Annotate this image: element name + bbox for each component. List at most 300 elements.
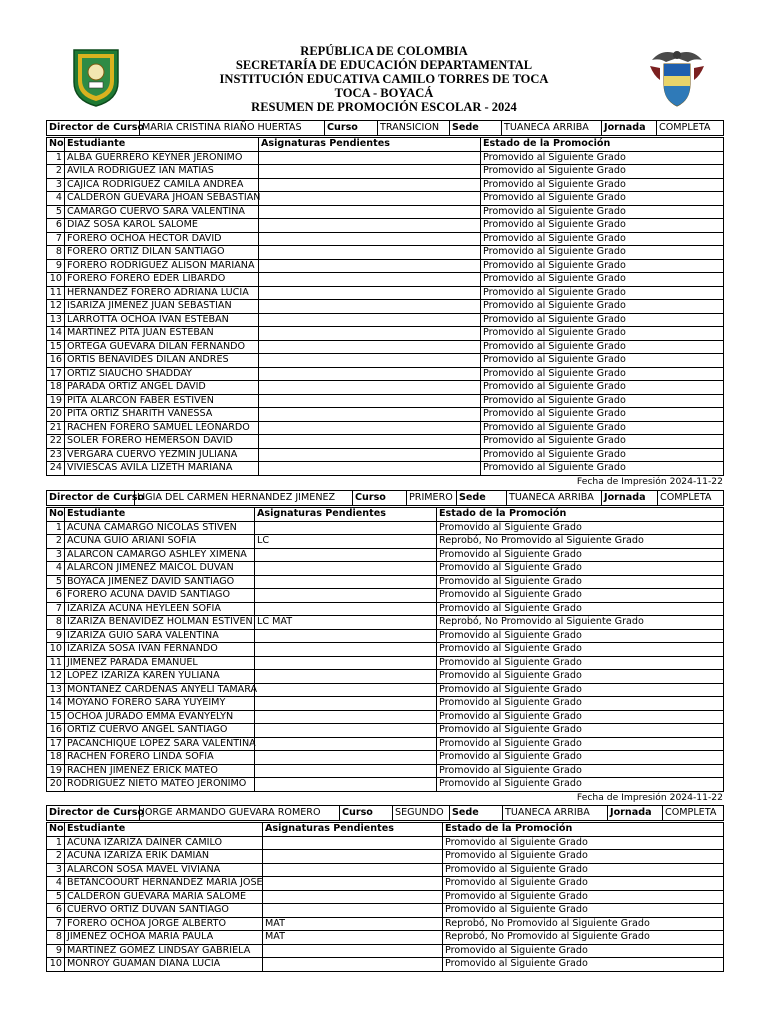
header-republic: REPÚBLICA DE COLOMBIA <box>300 44 468 58</box>
jornada-value: COMPLETA <box>658 491 724 506</box>
student-name: RODRIGUEZ NIETO MATEO JERONIMO <box>65 778 255 792</box>
student-no: 8 <box>47 616 65 630</box>
student-name: ALARCON CAMARGO ASHLEY XIMENA <box>65 548 255 562</box>
student-no: 4 <box>47 562 65 576</box>
student-no: 13 <box>47 313 65 327</box>
table-row <box>47 904 724 918</box>
pending-subjects: MAT <box>263 917 443 931</box>
student-name: ORTEGA GUEVARA DILAN FERNANDO <box>65 340 259 354</box>
promotion-status: Promovido al Siguiente Grado <box>481 219 724 233</box>
table-row <box>47 327 724 341</box>
student-name: LÓPEZ IZARIZA KAREN YULIANA <box>65 670 255 684</box>
director-label: Director de Curso <box>47 491 135 506</box>
curso-label: Curso <box>325 121 378 136</box>
student-name: VIVIESCAS AVILA LIZETH MARIANA <box>65 462 259 476</box>
student-name: FORERO OCHOA JORGE ALBERTO <box>65 917 263 931</box>
col-header-estudiante: Estudiante <box>65 508 255 522</box>
table-row <box>47 246 724 260</box>
promotion-status: Promovido al Siguiente Grado <box>481 408 724 422</box>
jornada-value: COMPLETA <box>657 121 724 136</box>
promotion-status: Promovido al Siguiente Grado <box>481 435 724 449</box>
table-row <box>47 575 724 589</box>
table-row <box>47 683 724 697</box>
student-no: 9 <box>47 259 65 273</box>
pending-subjects <box>259 462 481 476</box>
student-name: MONROY GUAMAN DIANA LUCIA <box>65 958 263 972</box>
promotion-status: Promovido al Siguiente Grado <box>443 836 724 850</box>
pending-subjects <box>259 192 481 206</box>
student-name: ALBA GUERRERO KEYNER JERONIMO <box>65 151 259 165</box>
student-no: 18 <box>47 751 65 765</box>
table-row <box>47 232 724 246</box>
student-no: 4 <box>47 192 65 206</box>
pending-subjects <box>259 313 481 327</box>
table-row <box>47 300 724 314</box>
table-row <box>47 589 724 603</box>
student-name: CALDERON GUEVARA MARIA SALOME <box>65 890 263 904</box>
student-no: 14 <box>47 697 65 711</box>
pending-subjects <box>259 435 481 449</box>
promotion-status: Promovido al Siguiente Grado <box>437 697 724 711</box>
pending-subjects <box>259 259 481 273</box>
student-name: ALARCON SOSA MAVEL VIVIANA <box>65 863 263 877</box>
promotion-status: Promovido al Siguiente Grado <box>481 462 724 476</box>
student-no: 13 <box>47 683 65 697</box>
pending-subjects <box>255 656 437 670</box>
table-row <box>47 616 724 630</box>
table-row <box>47 340 724 354</box>
student-no: 18 <box>47 381 65 395</box>
table-row <box>47 408 724 422</box>
promotion-status: Promovido al Siguiente Grado <box>481 394 724 408</box>
promotion-status: Promovido al Siguiente Grado <box>481 192 724 206</box>
table-row <box>47 778 724 792</box>
student-name: FORERO RODRÍGUEZ ALISON MARIANA <box>65 259 259 273</box>
sede-label: Sede <box>450 121 502 136</box>
students-table <box>46 137 724 476</box>
pending-subjects <box>255 589 437 603</box>
promotion-status: Promovido al Siguiente Grado <box>437 575 724 589</box>
table-row <box>47 737 724 751</box>
pending-subjects: MAT <box>263 931 443 945</box>
student-no: 10 <box>47 643 65 657</box>
table-row <box>47 724 724 738</box>
table-row <box>47 462 724 476</box>
header-location: TOCA - BOYACÁ <box>334 86 434 100</box>
pending-subjects <box>259 165 481 179</box>
student-no: 21 <box>47 421 65 435</box>
pending-subjects: LC <box>255 535 437 549</box>
table-row <box>47 890 724 904</box>
pending-subjects <box>255 670 437 684</box>
students-table <box>46 507 724 792</box>
pending-subjects <box>255 683 437 697</box>
curso-value: SEGUNDO <box>393 806 450 821</box>
course-meta-table <box>46 805 724 821</box>
promotion-status: Promovido al Siguiente Grado <box>437 670 724 684</box>
promotion-status: Promovido al Siguiente Grado <box>481 232 724 246</box>
pending-subjects <box>263 904 443 918</box>
student-no: 19 <box>47 764 65 778</box>
director-label: Director de Curso <box>47 806 140 821</box>
promotion-status: Reprobó, No Promovido al Siguiente Grado <box>443 931 724 945</box>
student-name: PITA ALARCON FABER ESTIVEN <box>65 394 259 408</box>
col-header-no: No <box>47 138 65 152</box>
promotion-status: Promovido al Siguiente Grado <box>437 764 724 778</box>
student-no: 23 <box>47 448 65 462</box>
student-name: LARROTTA OCHOA IVAN ESTEBAN <box>65 313 259 327</box>
promotion-status: Promovido al Siguiente Grado <box>443 904 724 918</box>
col-header-estudiante: Estudiante <box>65 823 263 837</box>
course-meta-table <box>46 120 724 136</box>
student-no: 19 <box>47 394 65 408</box>
table-row <box>47 435 724 449</box>
promotion-status: Promovido al Siguiente Grado <box>481 354 724 368</box>
promotion-status: Promovido al Siguiente Grado <box>443 863 724 877</box>
pending-subjects <box>259 246 481 260</box>
promotion-status: Promovido al Siguiente Grado <box>481 313 724 327</box>
pending-subjects <box>255 751 437 765</box>
table-row <box>47 178 724 192</box>
student-name: ORTIZ CUERVO ANGEL SANTIAGO <box>65 724 255 738</box>
promotion-status: Reprobó, No Promovido al Siguiente Grado <box>437 616 724 630</box>
student-name: FORERO FORERO EDER LIBARDO <box>65 273 259 287</box>
student-name: FORERO ACUÑA DAVID SANTIAGO <box>65 589 255 603</box>
pending-subjects <box>259 327 481 341</box>
student-name: ACUÑA IZARIZA ERIK DAMIAN <box>65 850 263 864</box>
pending-subjects <box>255 629 437 643</box>
curso-label: Curso <box>353 491 407 506</box>
pending-subjects <box>263 958 443 972</box>
col-header-estado: Estado de la Promoción <box>481 138 724 152</box>
table-row <box>47 219 724 233</box>
table-row <box>47 931 724 945</box>
curso-value: TRANSICION <box>378 121 450 136</box>
table-row <box>47 521 724 535</box>
promotion-status: Promovido al Siguiente Grado <box>481 327 724 341</box>
sede-value: TUANECA ARRIBA <box>503 806 608 821</box>
student-name: RACHEN FORERO SAMUEL LEONARDO <box>65 421 259 435</box>
table-row <box>47 535 724 549</box>
promotion-status: Promovido al Siguiente Grado <box>481 205 724 219</box>
table-header-row <box>47 138 724 152</box>
student-no: 9 <box>47 944 65 958</box>
header-report-title: RESUMEN DE PROMOCIÓN ESCOLAR - 2024 <box>251 100 517 114</box>
student-name: IZARIZA BENAVIDEZ HOLMAN ESTIVEN <box>65 616 255 630</box>
pending-subjects <box>255 562 437 576</box>
student-no: 12 <box>47 670 65 684</box>
pending-subjects <box>255 724 437 738</box>
promotion-status: Promovido al Siguiente Grado <box>481 381 724 395</box>
promotion-status: Promovido al Siguiente Grado <box>437 737 724 751</box>
pending-subjects <box>255 548 437 562</box>
promotion-status: Promovido al Siguiente Grado <box>437 629 724 643</box>
student-name: OCHOA JURADO EMMA EVANYELYN <box>65 710 255 724</box>
promotion-status: Promovido al Siguiente Grado <box>437 562 724 576</box>
student-no: 14 <box>47 327 65 341</box>
sede-label: Sede <box>450 806 503 821</box>
student-no: 1 <box>47 521 65 535</box>
promotion-status: Promovido al Siguiente Grado <box>481 448 724 462</box>
course-block <box>46 805 723 972</box>
student-name: ACUÑA IZARIZA DAINER CAMILO <box>65 836 263 850</box>
promotion-status: Promovido al Siguiente Grado <box>481 421 724 435</box>
jornada-label: Jornada <box>602 491 658 506</box>
promotion-status: Promovido al Siguiente Grado <box>437 656 724 670</box>
pending-subjects <box>259 232 481 246</box>
pending-subjects <box>263 877 443 891</box>
student-name: CUERVO ORTIZ DUVAN SANTIAGO <box>65 904 263 918</box>
table-row <box>47 656 724 670</box>
pending-subjects <box>259 286 481 300</box>
promotion-status: Promovido al Siguiente Grado <box>481 367 724 381</box>
pending-subjects <box>259 340 481 354</box>
promotion-status: Promovido al Siguiente Grado <box>437 521 724 535</box>
student-no: 17 <box>47 737 65 751</box>
student-name: ORTIZ SIAUCHO SHADDAY <box>65 367 259 381</box>
pending-subjects <box>255 778 437 792</box>
student-no: 11 <box>47 656 65 670</box>
table-row <box>47 602 724 616</box>
pending-subjects <box>263 836 443 850</box>
pending-subjects <box>255 643 437 657</box>
curso-value: PRIMERO <box>407 491 457 506</box>
table-row <box>47 421 724 435</box>
table-row <box>47 367 724 381</box>
student-name: PARADA ORTIZ ANGEL DAVID <box>65 381 259 395</box>
student-no: 7 <box>47 232 65 246</box>
student-name: MARTINEZ GÓMEZ LINDSAY GABRIELA <box>65 944 263 958</box>
student-no: 24 <box>47 462 65 476</box>
student-name: CALDERON GUEVARA JHOAN SEBASTIAN <box>65 192 259 206</box>
student-no: 15 <box>47 710 65 724</box>
director-label: Director de Curso <box>47 121 140 136</box>
student-name: CAMARGO CUERVO SARA VALENTINA <box>65 205 259 219</box>
jornada-label: Jornada <box>602 121 657 136</box>
student-no: 6 <box>47 219 65 233</box>
col-header-estudiante: Estudiante <box>65 138 259 152</box>
table-row <box>47 836 724 850</box>
student-name: ISARIZA JIMENEZ JUAN SEBASTIAN <box>65 300 259 314</box>
pending-subjects <box>259 273 481 287</box>
header-secretariat: SECRETARÍA DE EDUCACIÓN DEPARTAMENTAL <box>235 58 533 72</box>
pending-subjects <box>255 697 437 711</box>
student-name: MARTINEZ PITA JUAN ESTEBAN <box>65 327 259 341</box>
student-name: AVILA RODRIGUEZ IAN MATIAS <box>65 165 259 179</box>
student-name: MONTAÑEZ CARDENAS ANYELI TAMARA <box>65 683 255 697</box>
col-header-estado: Estado de la Promoción <box>443 823 724 837</box>
student-name: RACHEN FORERO LINDA SOFIA <box>65 751 255 765</box>
student-name: IZARIZA SOSA IVAN FERNANDO <box>65 643 255 657</box>
pending-subjects <box>259 448 481 462</box>
student-name: ACUÑA GUIO ARIANI SOFIA <box>65 535 255 549</box>
table-row <box>47 151 724 165</box>
table-row <box>47 629 724 643</box>
promotion-status: Promovido al Siguiente Grado <box>481 286 724 300</box>
promotion-status: Promovido al Siguiente Grado <box>437 602 724 616</box>
student-name: FORERO OCHOA HÉCTOR DAVID <box>65 232 259 246</box>
student-no: 3 <box>47 178 65 192</box>
promotion-status: Promovido al Siguiente Grado <box>443 958 724 972</box>
promotion-status: Promovido al Siguiente Grado <box>437 751 724 765</box>
promotion-status: Promovido al Siguiente Grado <box>481 246 724 260</box>
promotion-status: Promovido al Siguiente Grado <box>437 643 724 657</box>
student-name: FORERO ORTIZ DILAN SANTIAGO <box>65 246 259 260</box>
student-no: 1 <box>47 836 65 850</box>
student-name: JIMENEZ OCHOA MARIA PAULA <box>65 931 263 945</box>
pending-subjects <box>259 421 481 435</box>
table-row <box>47 643 724 657</box>
student-no: 12 <box>47 300 65 314</box>
promotion-status: Promovido al Siguiente Grado <box>481 273 724 287</box>
promotion-status: Promovido al Siguiente Grado <box>481 151 724 165</box>
table-row <box>47 313 724 327</box>
student-name: PACANCHIQUE LÓPEZ SARA VALENTINA <box>65 737 255 751</box>
col-header-asignaturas: Asignaturas Pendientes <box>263 823 443 837</box>
promotion-status: Promovido al Siguiente Grado <box>481 340 724 354</box>
table-row <box>47 850 724 864</box>
promotion-status: Promovido al Siguiente Grado <box>437 683 724 697</box>
sede-value: TUANECA ARRIBA <box>502 121 602 136</box>
table-row <box>47 562 724 576</box>
pending-subjects <box>259 219 481 233</box>
pending-subjects: LC MAT <box>255 616 437 630</box>
table-row <box>47 697 724 711</box>
student-name: BOYACA JIMENEZ DAVID SANTIAGO <box>65 575 255 589</box>
promotion-status: Promovido al Siguiente Grado <box>481 300 724 314</box>
student-name: VERGARA CUERVO YEZMIN JULIANA <box>65 448 259 462</box>
pending-subjects <box>263 890 443 904</box>
course-block <box>46 120 723 476</box>
pending-subjects <box>255 602 437 616</box>
student-no: 2 <box>47 165 65 179</box>
student-no: 3 <box>47 863 65 877</box>
promotion-status: Promovido al Siguiente Grado <box>481 165 724 179</box>
student-no: 22 <box>47 435 65 449</box>
col-header-no: No <box>47 508 65 522</box>
promotion-status: Reprobó, No Promovido al Siguiente Grado <box>443 917 724 931</box>
student-no: 10 <box>47 273 65 287</box>
course-meta-table <box>46 490 724 506</box>
table-row <box>47 273 724 287</box>
table-row <box>47 958 724 972</box>
pending-subjects <box>255 764 437 778</box>
table-row <box>47 192 724 206</box>
pending-subjects <box>255 710 437 724</box>
pending-subjects <box>263 863 443 877</box>
header-institution: INSTITUCIÓN EDUCATIVA CAMILO TORRES DE TOCA <box>219 72 549 86</box>
student-name: ACUÑA CAMARGO NICOLAS STIVEN <box>65 521 255 535</box>
student-no: 16 <box>47 724 65 738</box>
student-no: 5 <box>47 205 65 219</box>
student-no: 9 <box>47 629 65 643</box>
pending-subjects <box>259 367 481 381</box>
jornada-value: COMPLETA <box>663 806 724 821</box>
table-row <box>47 259 724 273</box>
student-no: 8 <box>47 931 65 945</box>
student-name: JIMENEZ PARADA EMANUEL <box>65 656 255 670</box>
table-row <box>47 863 724 877</box>
student-name: ORTIS BENAVIDES DILAN ANDRES <box>65 354 259 368</box>
student-name: RACHEN JIMENEZ ERICK MATEO <box>65 764 255 778</box>
print-date: Fecha de Impresión 2024-11-22 <box>576 476 723 487</box>
director-name: MARIA CRISTINA RIAÑO HUERTAS <box>140 121 325 136</box>
table-row <box>47 448 724 462</box>
student-name: PITA ORTIZ SHARITH VANESSA <box>65 408 259 422</box>
table-header-row <box>47 508 724 522</box>
promotion-status: Promovido al Siguiente Grado <box>437 710 724 724</box>
promotion-status: Promovido al Siguiente Grado <box>437 589 724 603</box>
pending-subjects <box>259 300 481 314</box>
pending-subjects <box>259 205 481 219</box>
promotion-status: Promovido al Siguiente Grado <box>443 890 724 904</box>
pending-subjects <box>255 737 437 751</box>
student-no: 5 <box>47 890 65 904</box>
student-no: 10 <box>47 958 65 972</box>
promotion-status: Promovido al Siguiente Grado <box>481 259 724 273</box>
student-no: 8 <box>47 246 65 260</box>
curso-label: Curso <box>340 806 393 821</box>
student-no: 11 <box>47 286 65 300</box>
pending-subjects <box>263 850 443 864</box>
pending-subjects <box>259 394 481 408</box>
print-date: Fecha de Impresión 2024-11-22 <box>576 792 723 803</box>
student-no: 1 <box>47 151 65 165</box>
table-row <box>47 764 724 778</box>
course-block <box>46 490 723 792</box>
student-no: 7 <box>47 917 65 931</box>
table-row <box>47 751 724 765</box>
promotion-status: Promovido al Siguiente Grado <box>443 944 724 958</box>
student-no: 2 <box>47 850 65 864</box>
document-header <box>0 44 768 114</box>
student-no: 15 <box>47 340 65 354</box>
pending-subjects <box>255 575 437 589</box>
promotion-status: Promovido al Siguiente Grado <box>437 548 724 562</box>
student-name: BETANCOOURT HERNANDEZ MARIA JOSE <box>65 877 263 891</box>
col-header-asignaturas: Asignaturas Pendientes <box>255 508 437 522</box>
table-row <box>47 286 724 300</box>
promotion-status: Promovido al Siguiente Grado <box>437 778 724 792</box>
student-name: ALARCON JIMENEZ MAICOL DUVAN <box>65 562 255 576</box>
table-row <box>47 944 724 958</box>
table-row <box>47 354 724 368</box>
pending-subjects <box>259 354 481 368</box>
col-header-estado: Estado de la Promoción <box>437 508 724 522</box>
table-row <box>47 381 724 395</box>
table-row <box>47 877 724 891</box>
promotion-status: Reprobó, No Promovido al Siguiente Grado <box>437 535 724 549</box>
students-table <box>46 822 724 972</box>
col-header-no: No <box>47 823 65 837</box>
student-name: DIAZ SOSA KAROL SALOME <box>65 219 259 233</box>
student-no: 5 <box>47 575 65 589</box>
student-no: 4 <box>47 877 65 891</box>
student-no: 17 <box>47 367 65 381</box>
promotion-status: Promovido al Siguiente Grado <box>443 877 724 891</box>
director-name: JORGE ARMANDO GUEVARA ROMERO <box>140 806 340 821</box>
sede-label: Sede <box>457 491 507 506</box>
table-row <box>47 917 724 931</box>
table-header-row <box>47 823 724 837</box>
student-no: 20 <box>47 408 65 422</box>
col-header-asignaturas: Asignaturas Pendientes <box>259 138 481 152</box>
student-name: CAJICA RODRÍGUEZ CAMILA ANDREA <box>65 178 259 192</box>
table-row <box>47 548 724 562</box>
student-name: HERNANDEZ FORERO ADRIANA LUCIA <box>65 286 259 300</box>
pending-subjects <box>263 944 443 958</box>
sede-value: TUANECA ARRIBA <box>507 491 602 506</box>
